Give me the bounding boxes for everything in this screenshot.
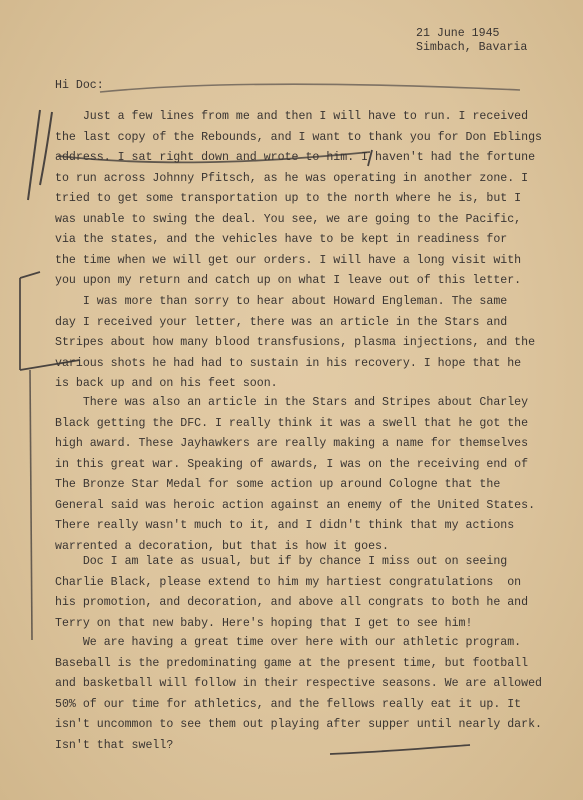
- text-line: various shots he had had to sustain in his recovery. I hope that he: [55, 356, 522, 370]
- text-line: day I received your letter, there was an article in the Stars and: [55, 315, 508, 329]
- text-line: was unable to swing the deal. You see, we are going to the Pacific,: [55, 212, 522, 226]
- text-line: via the states, and the vehicles have to be kept in readiness for: [55, 233, 508, 246]
- text-line: the time when we will get our orders. I will have a long visit with: [55, 253, 522, 267]
- text-line: I was more than sorry to hear about Howard Engleman. The same: [55, 295, 508, 308]
- paragraph-5: [55, 633, 575, 756]
- paragraph-2: [55, 292, 575, 395]
- text-line: Doc I am late as usual, but if by chance I miss out on seeing: [55, 555, 508, 568]
- text-line: isn't uncommon to see them out playing after supper until nearly dark.: [55, 718, 543, 731]
- text-line: Stripes about how many blood transfusions, plasma injections, and the: [55, 336, 536, 349]
- greeting: Hi Doc:: [55, 79, 104, 92]
- text-line: address. I sat right down and wrote to him. I haven't had the fortune: [55, 151, 536, 164]
- text-line: to run across Johnny Pfitsch, as he was operating in another zone. I: [55, 171, 529, 185]
- text-line: There was also an article in the Stars and Stripes about Charley: [55, 396, 529, 409]
- text-line: is back up and on his feet soon.: [55, 377, 278, 390]
- paragraph-4: [55, 552, 575, 634]
- paragraph-1: [55, 107, 575, 292]
- letter-date: 21 June 1945: [416, 27, 500, 40]
- pencil-section-bracket-2: [30, 370, 32, 640]
- letter-place: Simbach, Bavaria: [416, 41, 528, 54]
- text-line: his promotion, and decoration, and above all congrats to both he and: [55, 596, 529, 609]
- paragraph-3: [55, 393, 575, 557]
- pencil-margin-mark-2: [40, 112, 52, 185]
- text-line: General said was heroic action against an enemy of the United States.: [55, 498, 536, 512]
- text-line: There really wasn't much to it, and I didn't think that my actions: [55, 519, 515, 532]
- text-line: and basketball will follow in their respective seasons. We are allowed: [55, 677, 543, 690]
- text-line: 50% of our time for athletics, and the fellows really eat it up. It: [55, 697, 522, 711]
- text-line: Just a few lines from me and then I will have to run. I received: [55, 110, 529, 123]
- text-line: The Bronze Star Medal for some action up around Cologne that the: [55, 478, 501, 491]
- pencil-underline-greeting: [100, 84, 520, 92]
- text-line: the last copy of the Rebounds, and I want to thank you for Don Eblings: [55, 130, 543, 144]
- text-line: high award. These Jayhawkers are really making a name for themselves: [55, 437, 529, 450]
- text-line: Black getting the DFC. I really think it was a swell that he got the: [55, 416, 529, 430]
- text-line: tried to get some transportation up to the north where he is, but I: [55, 192, 522, 205]
- text-line: in this great war. Speaking of awards, I was on the receiving end of: [55, 457, 529, 471]
- text-line: Baseball is the predominating game at the present time, but football: [55, 656, 529, 670]
- text-line: We are having a great time over here with our athletic program.: [55, 636, 522, 649]
- text-line: Isn't that swell?: [55, 738, 174, 752]
- text-line: warrented a decoration, but that is how it goes.: [55, 539, 389, 553]
- text-line: you upon my return and catch up on what I leave out of this letter.: [55, 274, 522, 287]
- pencil-margin-mark-1: [28, 110, 40, 200]
- text-line: Charlie Black, please extend to him my hartiest congratulations on: [55, 575, 522, 589]
- text-line: Terry on that new baby. Here's hoping that I get to see him!: [55, 616, 473, 630]
